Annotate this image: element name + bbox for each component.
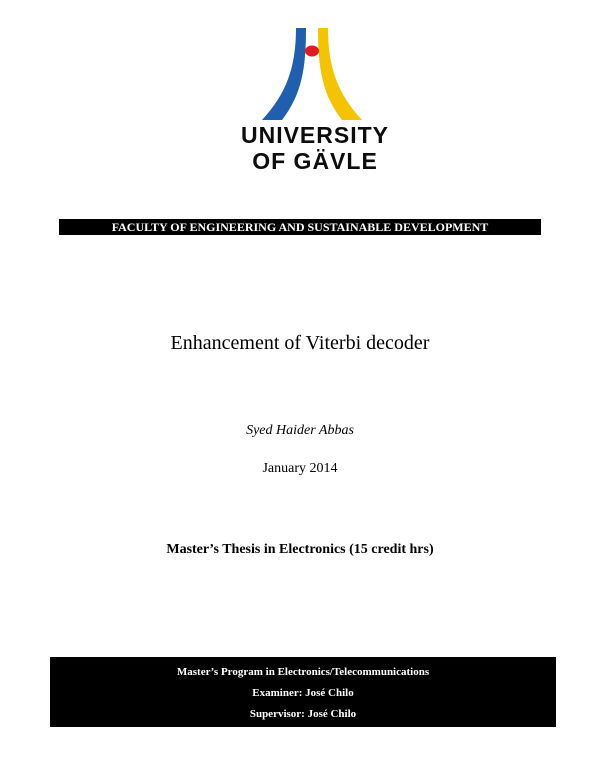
logo-red-dot: [305, 46, 319, 57]
university-logo-icon: [262, 28, 362, 120]
program-name: Master’s Program in Electronics/Telecommunications: [176, 666, 430, 678]
supervisor-name: Supervisor: José Chilo: [249, 708, 357, 720]
thesis-date: January 2014: [262, 461, 338, 476]
thesis-title: Enhancement of Viterbi decoder: [170, 332, 430, 354]
university-name-line1: UNIVERSITY: [240, 122, 390, 148]
logo-blue-stroke: [262, 28, 306, 120]
author-name: Syed Haider Abbas: [246, 423, 354, 438]
logo-yellow-stroke: [318, 28, 362, 120]
faculty-banner: FACULTY OF ENGINEERING AND SUSTAINABLE DEVELOPMENT: [59, 219, 541, 235]
examiner-name: Examiner: José Chilo: [252, 687, 354, 699]
program-info-box: [50, 657, 556, 727]
university-name-line2: OF GÄVLE: [252, 148, 378, 174]
thesis-type: Master’s Thesis in Electronics (15 credit hrs): [166, 542, 434, 557]
